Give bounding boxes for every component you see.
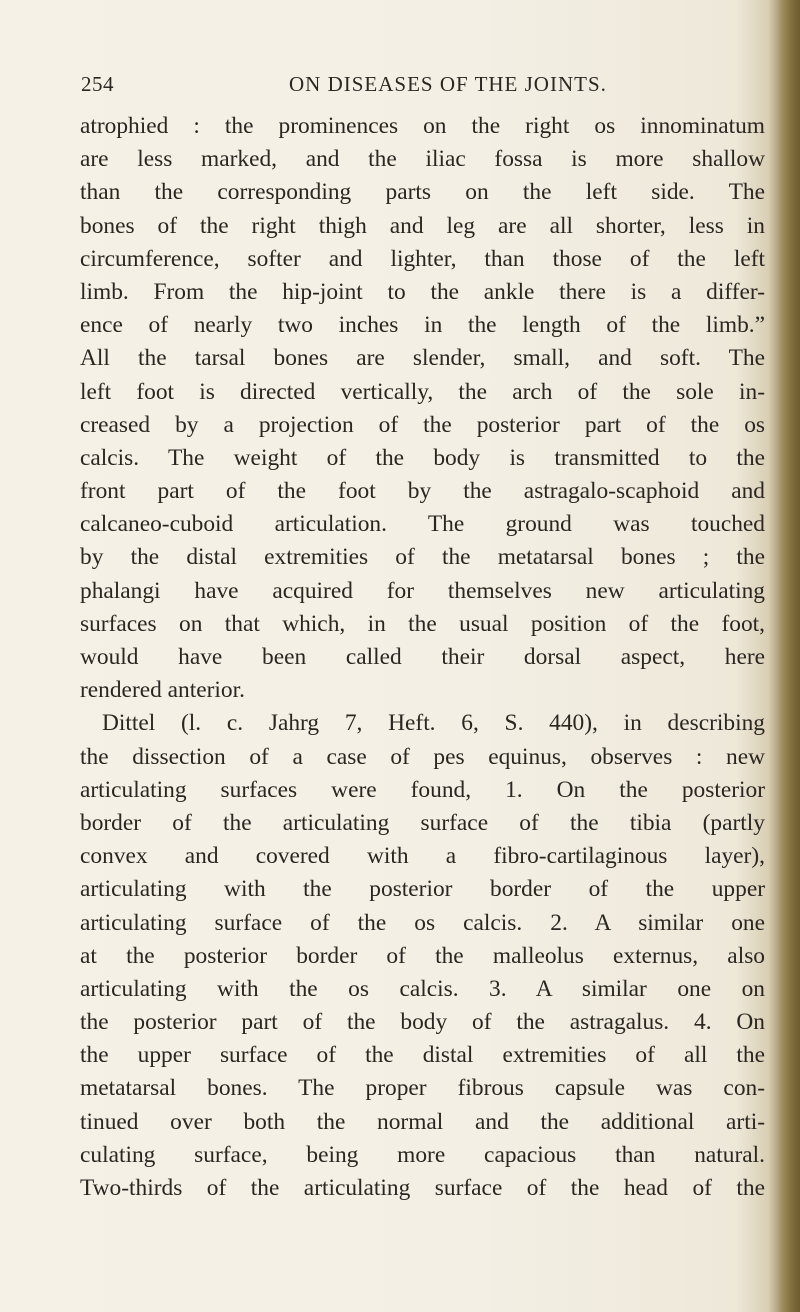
text-line: than the corresponding parts on the left side. The (80, 179, 765, 206)
text-line: Dittel (l. c. Jahrg 7, Heft. 6, S. 440), in describing (102, 710, 765, 737)
text-line: tinued over both the normal and the additional arti- (80, 1108, 765, 1135)
text-line: limb. From the hip-joint to the ankle there is a differ- (80, 278, 765, 305)
text-line: calcaneo-cuboid articulation. The ground was touched (80, 511, 765, 538)
text-line: calcis. The weight of the body is transmitted to the (80, 444, 765, 471)
text-line: articulating surface of the os calcis. 2. A similar one (80, 909, 765, 936)
binding-shadow (778, 0, 800, 1312)
page-number: 254 (81, 72, 114, 96)
paragraph (80, 110, 765, 707)
text-line: articulating surfaces were found, 1. On the posterior (80, 776, 765, 803)
text-line: are less marked, and the iliac fossa is more shallow (80, 146, 765, 173)
text-line: rendered anterior. (80, 677, 245, 704)
paragraph (80, 707, 765, 1205)
text-line: circumference, softer and lighter, than those of the left (80, 245, 765, 272)
text-line: the dissection of a case of pes equinus, observes : new (80, 743, 765, 770)
body-text (80, 110, 765, 1205)
text-line: bones of the right thigh and leg are all shorter, less in (80, 212, 765, 239)
running-head: ON DISEASES OF THE JOINTS. (289, 72, 607, 96)
text-line: atrophied : the prominences on the right os innominatum (80, 113, 765, 139)
text-line: Two-thirds of the articulating surface of the head of the (80, 1175, 765, 1201)
text-line: convex and covered with a fibro-cartilaginous layer), (80, 843, 765, 870)
text-line: culating surface, being more capacious than natural. (80, 1141, 765, 1168)
text-line: articulating with the os calcis. 3. A similar one on (80, 975, 765, 1002)
text-line: articulating with the posterior border of the upper (80, 876, 765, 903)
text-line: phalangi have acquired for themselves new articulating (80, 577, 765, 604)
text-line: left foot is directed vertically, the arch of the sole in- (80, 378, 765, 405)
text-line: would have been called their dorsal aspect, here (80, 644, 765, 670)
text-line: metatarsal bones. The proper fibrous capsule was con- (80, 1075, 765, 1102)
text-line: ence of nearly two inches in the length of the limb.” (80, 312, 765, 339)
text-line: surfaces on that which, in the usual position of the foot, (80, 610, 765, 637)
text-line: creased by a projection of the posterior part of the os (80, 411, 765, 438)
text-line: border of the articulating surface of the tibia (partly (80, 809, 765, 836)
page-header (81, 72, 771, 102)
text-line: the upper surface of the distal extremities of all the (80, 1042, 765, 1069)
text-line: by the distal extremities of the metatarsal bones ; the (80, 544, 765, 571)
text-line: front part of the foot by the astragalo-scaphoid and (80, 478, 765, 505)
text-line: the posterior part of the body of the astragalus. 4. On (80, 1009, 765, 1036)
text-line: All the tarsal bones are slender, small, and soft. The (80, 345, 765, 372)
text-line: at the posterior border of the malleolus externus, also (80, 942, 765, 969)
